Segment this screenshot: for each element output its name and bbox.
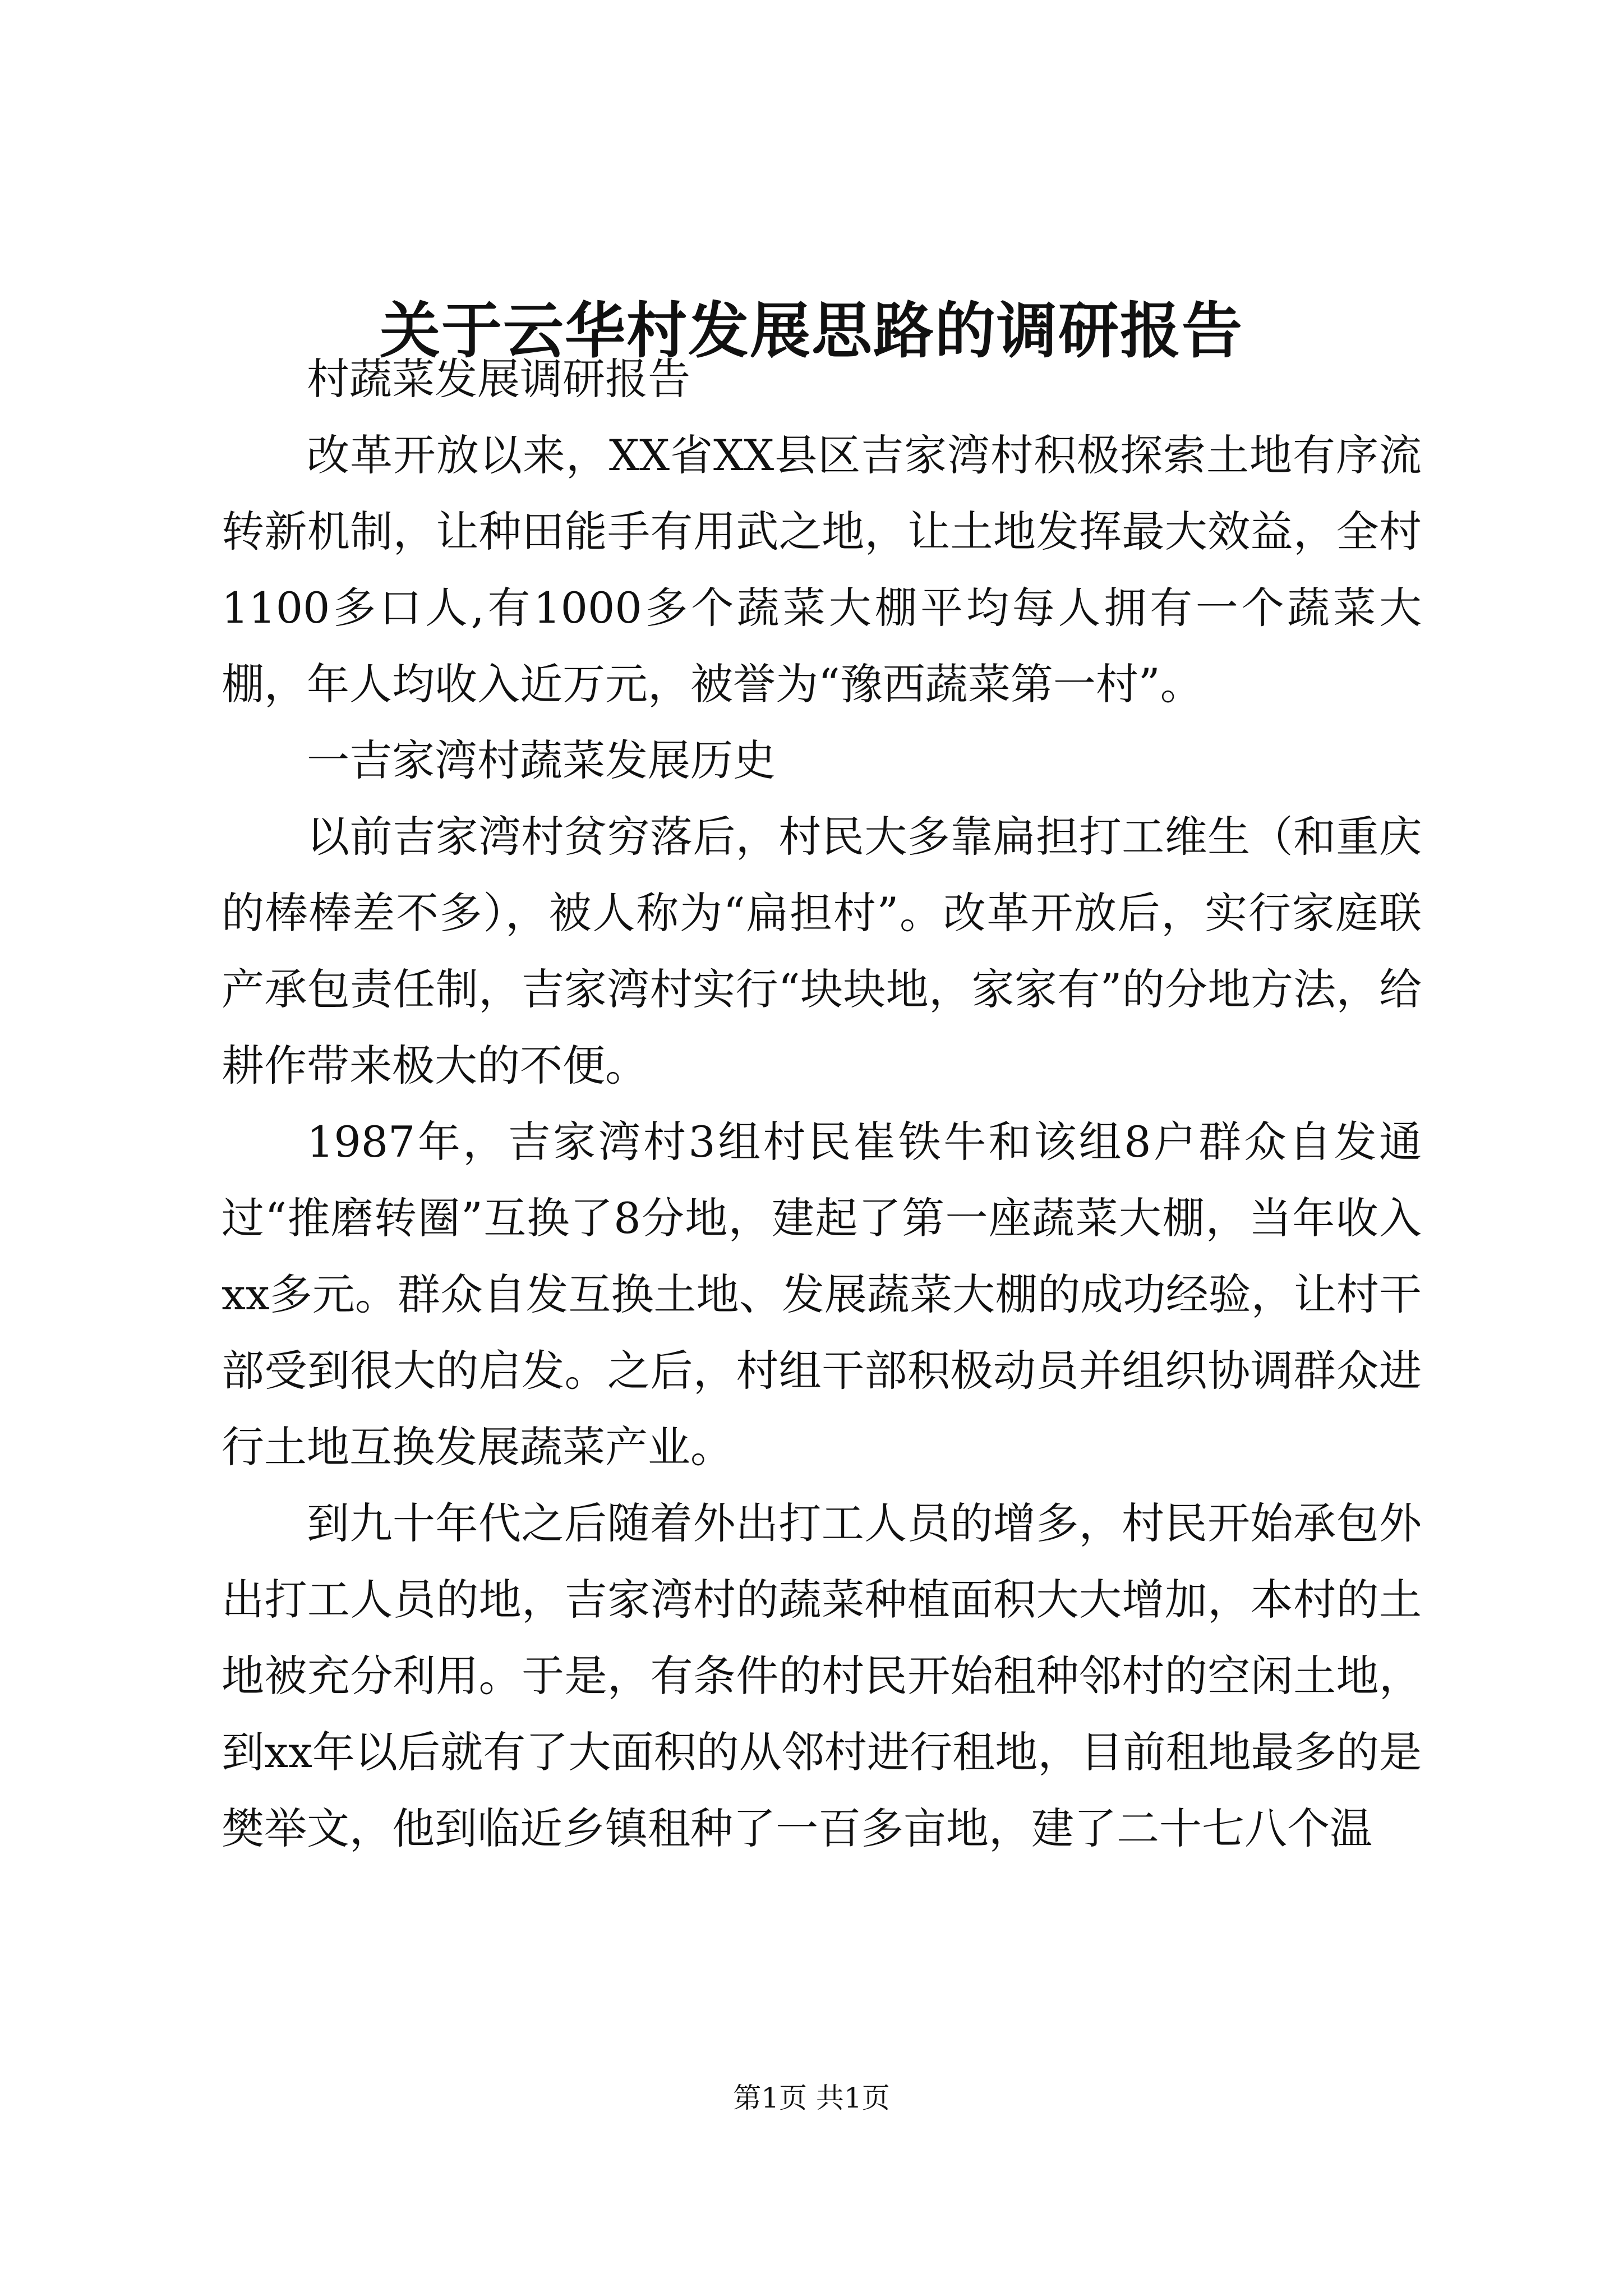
page-footer: 第1页 共1页 — [733, 2082, 890, 2114]
paragraph-history-1987: 1987年，吉家湾村3组村民崔铁牛和该组8户群众自发通过“推磨转圈”互换了8分地，建起了第一座蔬菜大棚，当年收入xx多元。群众自发互换土地、发展蔬菜大棚的成功经验，让村干部受到很大的启发。之后，村组干部积极动员并组织协调群众进行土地互换发展蔬菜产业。 — [222, 1117, 1422, 1472]
document-body — [222, 341, 1422, 1867]
document-title: 关于云华村发展思路的调研报告 — [379, 296, 1243, 366]
paragraph-history-nineties: 到九十年代之后随着外出打工人员的增多，村民开始承包外出打工人员的地，吉家湾村的蔬菜种植面积大大增加，本村的土地被充分利用。于是，有条件的村民开始租种邻村的空闲土地，到xx年以后就有了大面积的从邻村进行租地，目前租地最多的是樊举文，他到临近乡镇租种了一百多亩地，建了二十七八个温 — [222, 1498, 1422, 1853]
section-heading-history: 一吉家湾村蔬菜发展历史 — [307, 735, 776, 785]
paragraph-subtitle: 村蔬菜发展调研报告 — [307, 354, 690, 404]
paragraph-intro: 改革开放以来，XX省XX县区吉家湾村积极探索土地有序流转新机制，让种田能手有用武之地，让土地发挥最大效益，全村1100多口人,有1000多个蔬菜大棚平均每人拥有一个蔬菜大棚，年人均收入近万元，被誉为“豫西蔬菜第一村”。 — [222, 430, 1422, 709]
paragraph-history-past: 以前吉家湾村贫穷落后，村民大多靠扁担打工维生（和重庆的棒棒差不多），被人称为“扁担村”。改革开放后，实行家庭联产承包责任制，吉家湾村实行“块块地，家家有”的分地方法，给耕作带来极大的不便。 — [222, 812, 1422, 1091]
